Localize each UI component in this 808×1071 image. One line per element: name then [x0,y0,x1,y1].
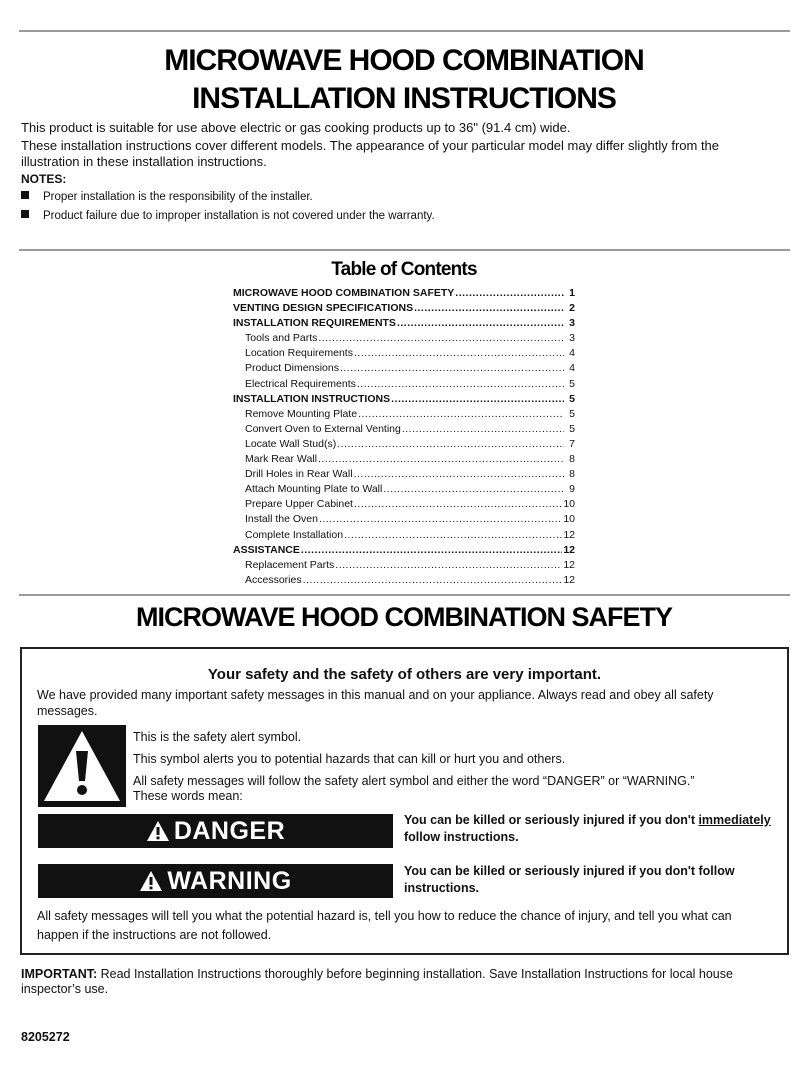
safety-alert-symbol-icon [38,725,126,807]
toc-entry-page: 8 [569,453,575,466]
toc-entry-page: 9 [569,483,575,496]
document-number: 8205272 [21,1030,70,1044]
toc-leader-dots [354,346,564,361]
toc-leader-dots [397,316,564,331]
toc-leader-dots [337,437,564,452]
toc-leader-dots [455,286,564,301]
toc-leader-dots [414,301,564,316]
toc-entry-label: Accessories [245,573,302,586]
safety-intro-line-2: messages. [37,704,98,718]
important-note [21,967,791,997]
important-label: IMPORTANT: [21,967,98,981]
toc-leader-dots [318,452,564,467]
toc-entry-page: 12 [563,573,575,586]
toc-leader-dots [319,512,562,527]
notes-item [21,190,313,204]
toc-leader-dots [357,377,564,392]
intro-paragraph-2-line-2: illustration in these installation instructions. [21,154,267,169]
toc-entry-page: 4 [569,347,575,360]
toc-entry-page: 4 [569,362,575,375]
toc-entry [233,422,575,437]
toc-entry-page: 12 [563,558,575,571]
alert-line-3: All safety messages will follow the safety alert symbol and either the word “DANGER” or “WARNING.” [133,774,695,788]
notes-item-text: Product failure due to improper installation is not covered under the warranty. [43,210,435,222]
toc-title: Table of Contents [331,259,477,280]
toc-entry-page: 5 [569,377,575,390]
toc-entry-page: 7 [569,437,575,450]
toc-entry [233,301,575,316]
toc-entry [233,407,575,422]
toc-leader-dots [383,482,564,497]
toc-entry [233,497,575,512]
toc-entry [233,482,575,497]
bullet-square-icon [21,210,29,218]
warning-text-a: You can be killed or seriously injured if you don't follow [404,864,735,878]
toc-entry [233,286,575,301]
safety-footer-line-2: happen if the instructions are not followed. [37,928,272,942]
danger-description [404,812,784,846]
danger-text-b: follow instructions. [404,830,519,844]
title-line-1: MICROWAVE HOOD COMBINATION [164,44,644,77]
section-rule [19,249,790,251]
toc-entry-label: Mark Rear Wall [245,453,317,466]
important-text-line-2: inspector’s use. [21,982,109,996]
toc-entry-page: 5 [569,407,575,420]
intro-paragraph-2 [21,138,791,170]
toc-entry-label: Prepare Upper Cabinet [245,498,353,511]
toc-entry-label: Replacement Parts [245,558,335,571]
toc-leader-dots [303,573,563,588]
toc-leader-dots [335,558,562,573]
safety-box-heading: Your safety and the safety of others are very important. [207,666,602,683]
toc-leader-dots [354,467,564,482]
toc-entry [233,558,575,573]
alert-line-4: These words mean: [133,789,243,803]
page-title [0,42,808,118]
toc-entry-label: Convert Oven to External Venting [245,422,401,435]
toc-entry-label: Install the Oven [245,513,318,526]
toc-entry-page: 12 [563,543,575,556]
toc-leader-dots [318,331,564,346]
bullet-square-icon [21,191,29,199]
toc-entry-page: 1 [569,287,575,299]
toc-entry [233,316,575,331]
danger-label: DANGER [173,816,286,845]
toc-entry-page: 8 [569,468,575,481]
toc-entry-label: INSTALLATION REQUIREMENTS [233,317,396,330]
toc-entry [233,467,575,482]
danger-text-underlined: immediately [698,813,771,827]
toc-entry [233,573,575,588]
toc-entry-page: 5 [569,392,575,405]
intro-paragraph-1: This product is suitable for use above electric or gas cooking products up to 36" (91.4 cm) wide. [21,120,571,135]
toc-entry-label: Drill Holes in Rear Wall [245,468,353,481]
safety-footer-line-1: All safety messages will tell you what the potential hazard is, tell you how to reduce the chance of injury, and tell you what can [37,909,732,923]
toc-entry [233,331,575,346]
alert-line-2: This symbol alerts you to potential hazards that can kill or hurt you and others. [133,752,566,766]
title-line-2: INSTALLATION INSTRUCTIONS [192,82,616,115]
toc-entry-page: 10 [563,513,575,526]
safety-section-title: MICROWAVE HOOD COMBINATION SAFETY [136,602,672,632]
toc-entry [233,437,575,452]
warning-text-b: instructions. [404,881,480,895]
toc-entry [233,452,575,467]
toc-leader-dots [402,422,564,437]
safety-intro [37,687,777,719]
toc-entry-label: MICROWAVE HOOD COMBINATION SAFETY [233,287,455,299]
warning-alert-icon [139,870,163,892]
danger-text-a: You can be killed or seriously injured if you don't [404,813,699,827]
safety-intro-line-1: We have provided many important safety messages in this manual and on your appliance. Always read and obey all safety [37,688,714,702]
toc-entry-label: Electrical Requirements [245,377,356,390]
table-of-contents [233,286,575,588]
alert-line-1: This is the safety alert symbol. [133,730,302,744]
toc-leader-dots [358,407,564,422]
notes-heading: NOTES: [21,172,67,186]
toc-leader-dots [340,361,564,376]
toc-entry-page: 12 [563,528,575,541]
toc-entry-page: 3 [569,317,575,330]
warning-description [404,863,784,897]
toc-entry-page: 10 [563,498,575,511]
toc-entry-label: ASSISTANCE [233,543,300,556]
toc-entry-label: Product Dimensions [245,362,339,375]
notes-item-text: Proper installation is the responsibility of the installer. [43,191,313,203]
safety-box [20,647,789,955]
toc-entry-page: 5 [569,422,575,435]
toc-entry [233,528,575,543]
notes-item [21,209,435,223]
toc-entry-label: Locate Wall Stud(s) [245,437,337,450]
toc-entry-label: Attach Mounting Plate to Wall [245,483,383,496]
section-rule [19,594,790,596]
toc-leader-dots [391,392,564,407]
warning-signal-word [38,864,393,898]
intro-paragraph-2-line-1: These installation instructions cover different models. The appearance of your particular model may differ slightly from the [21,138,720,153]
toc-entry-label: Location Requirements [245,347,353,360]
toc-entry-label: VENTING DESIGN SPECIFICATIONS [233,302,414,315]
top-rule [19,30,790,32]
toc-entry [233,377,575,392]
toc-entry [233,512,575,527]
safety-footer [37,908,777,943]
toc-entry-label: Tools and Parts [245,332,318,345]
toc-leader-dots [354,497,562,512]
danger-signal-word [38,814,393,848]
toc-leader-dots [301,543,562,558]
toc-entry-page: 2 [569,302,575,315]
warning-label: WARNING [167,866,292,895]
danger-alert-icon [146,820,170,842]
toc-entry-label: Complete Installation [245,528,344,541]
toc-entry-label: INSTALLATION INSTRUCTIONS [233,392,391,405]
toc-entry-label: Remove Mounting Plate [245,407,358,420]
toc-leader-dots [344,528,562,543]
toc-entry-page: 3 [569,332,575,345]
important-text: Read Installation Instructions thoroughly before beginning installation. Save Installation Instructions for local house [97,967,733,981]
toc-entry [233,392,575,407]
toc-entry [233,543,575,558]
toc-entry [233,346,575,361]
toc-entry [233,361,575,376]
